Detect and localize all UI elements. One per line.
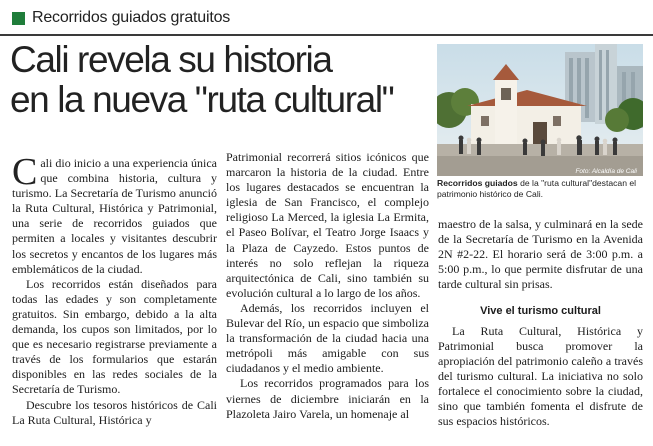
- headline: [10, 40, 430, 120]
- article-paragraph: La Ruta Cultural, Histórica y Patrimonial busca promover la apropiación del patrimonio caleño a través del turismo cultural. La iniciativa no solo fortalece el conocimiento sobre la ciudad, sino que también fomenta el disfrute de sus espacios históricos.: [438, 323, 643, 429]
- headline-line-1: Cali revela su historia: [10, 39, 332, 80]
- article-column-3: [438, 217, 643, 429]
- headline-line-2: en la nueva "ruta cultural": [10, 79, 394, 120]
- article-column-1: [12, 151, 217, 428]
- article-paragraph: Los recorridos programados para los viernes de diciembre iniciarán en la Plazoleta Jairo Varela, un homenaje al: [226, 376, 429, 421]
- photo-caption-lead: Recorridos guiados: [437, 178, 518, 188]
- photo-caption-text: de la "ruta cultural"destacan el patrimonio histórico de Cali.: [437, 178, 637, 199]
- article-paragraph: [12, 151, 217, 277]
- drop-cap: C: [12, 151, 38, 193]
- section-marker-icon: [12, 12, 25, 25]
- article-paragraph: Descubre los tesoros históricos de Cali La Ruta Cultural, Histórica y: [12, 397, 217, 427]
- section-rule: [0, 34, 653, 36]
- article-paragraph: Además, los recorridos incluyen el Bulevar del Río, un espacio que simboliza la transformación de la ciudad hacia una metrópoli más amigable con sus ciudadanos y el medio ambiente.: [226, 300, 429, 376]
- section-label: Recorridos guiados gratuitos: [32, 9, 231, 26]
- subheading: Vive el turismo cultural: [480, 305, 601, 318]
- article-paragraph: Patrimonial recorrerá sitios icónicos que marcaron la historia de la ciudad. Entre los lugares destacados se encuentran la iglesia de San Francisco, el complejo religioso La Merced, la iglesia La Ermita, el Paseo Bolívar, el Teatro Jorge Isaacs y la Plaza de Cayzedo. Estos puntos de interés no solo reflejan la riqueza arquitectónica de Cali, sino también su evolución cultural a lo largo de los años.: [226, 150, 429, 300]
- photo-credit: Foto: Alcaldía de Cali: [575, 168, 637, 175]
- article-paragraph: maestro de la salsa, y culminará en la sede de la Secretaría de Turismo en la Avenida 2N #2-22. El horario será de 3:00 p.m. a 5:00 p.m., lo que permite disfrutar de una tarde cultural sin prisas.: [438, 217, 643, 292]
- section-header: [12, 7, 230, 29]
- photo-caption: [437, 178, 645, 200]
- article-photo: [437, 44, 643, 176]
- article-column-2: [226, 150, 429, 422]
- article-paragraph: Los recorridos están diseñados para todas las edades y son completamente gratuitos. Sin embargo, debido a la alta demanda, los cupos son limitados, por lo que es necesario registrarse previamente a través de los formularios que estarán disponibles en las redes sociales de la Secretaría de Turismo.: [12, 276, 217, 397]
- photo-church-plaza: [437, 44, 643, 176]
- paragraph-text: ali dio inicio a una experiencia única que combina historia, cultura y turismo. La Secretaría de Turismo anunció la Ruta Cultural, Histórica y Patrimonial, una serie de recorridos guiados que permiten a locales y visitantes descubrir los secretos y encantos de los lugares más emblemáticos de la ciudad.: [12, 156, 217, 276]
